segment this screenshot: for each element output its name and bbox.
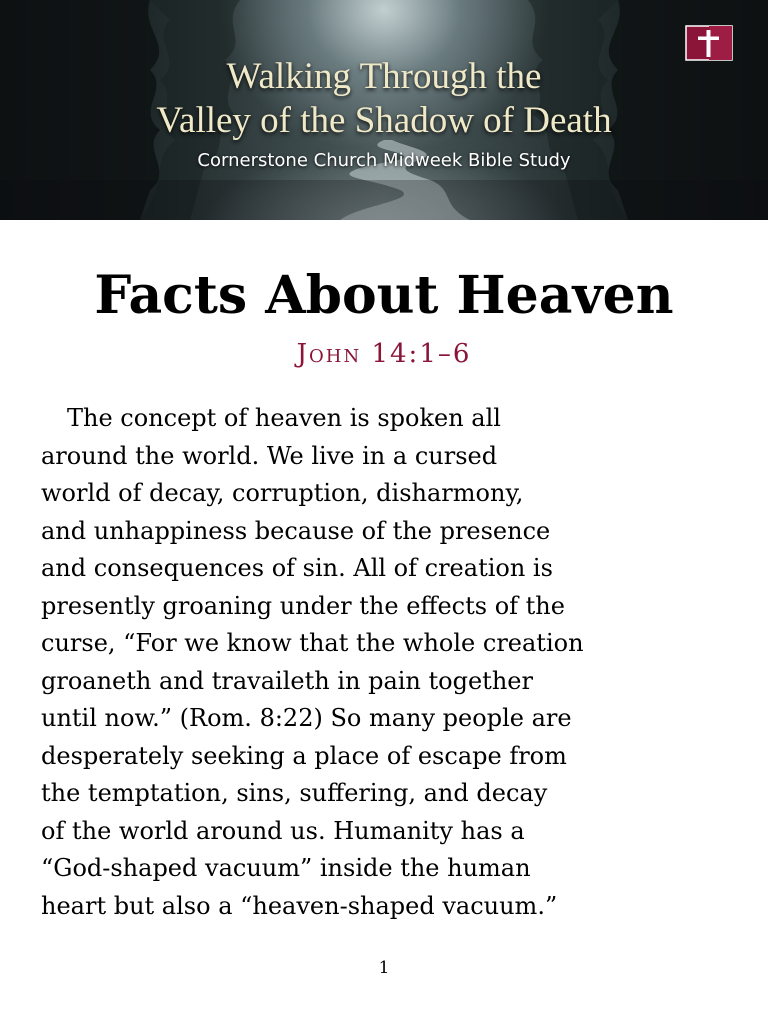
cross-logo-panel bbox=[709, 26, 732, 60]
body-line: groaneth and travaileth in pain together bbox=[41, 666, 533, 695]
body-line: around the world. We live in a cursed bbox=[41, 441, 498, 470]
body-line: presently groaning under the effects of the bbox=[41, 591, 565, 620]
cross-horizontal-bar bbox=[698, 37, 719, 41]
body-line: heart but also a “heaven-shaped vacuum.” bbox=[41, 891, 558, 920]
body-line: until now.” (Rom. 8:22) So many people are bbox=[41, 704, 572, 732]
cross-vertical-bar bbox=[707, 30, 711, 57]
banner-title-line1: Walking Through the bbox=[226, 56, 542, 97]
body-line: world of decay, corruption, disharmony, bbox=[41, 479, 524, 507]
banner-bottom-shade bbox=[0, 180, 768, 220]
page-number: 1 bbox=[378, 958, 390, 978]
banner-subtitle: Cornerstone Church Midweek Bible Study bbox=[197, 150, 571, 171]
body-line: and consequences of sin. All of creation is bbox=[41, 554, 553, 582]
scripture-reference: John 14:1–6 bbox=[296, 339, 472, 369]
body-line: and unhappiness because of the presence bbox=[41, 516, 551, 545]
body-line: “God-shaped vacuum” inside the human bbox=[41, 854, 531, 882]
page-title: Facts About Heaven bbox=[94, 265, 674, 326]
cross-icon bbox=[685, 25, 733, 61]
body-line: The concept of heaven is spoken all bbox=[67, 404, 501, 432]
body-line: curse, “For we know that the whole creation bbox=[41, 629, 584, 657]
body-line: the temptation, sins, suffering, and decay bbox=[41, 779, 548, 807]
body-line: of the world around us. Humanity has a bbox=[41, 816, 525, 845]
header-banner bbox=[0, 0, 768, 220]
body-line: desperately seeking a place of escape from bbox=[41, 741, 567, 770]
banner-title-line2: Valley of the Shadow of Death bbox=[156, 100, 612, 141]
body-paragraph bbox=[41, 400, 741, 925]
